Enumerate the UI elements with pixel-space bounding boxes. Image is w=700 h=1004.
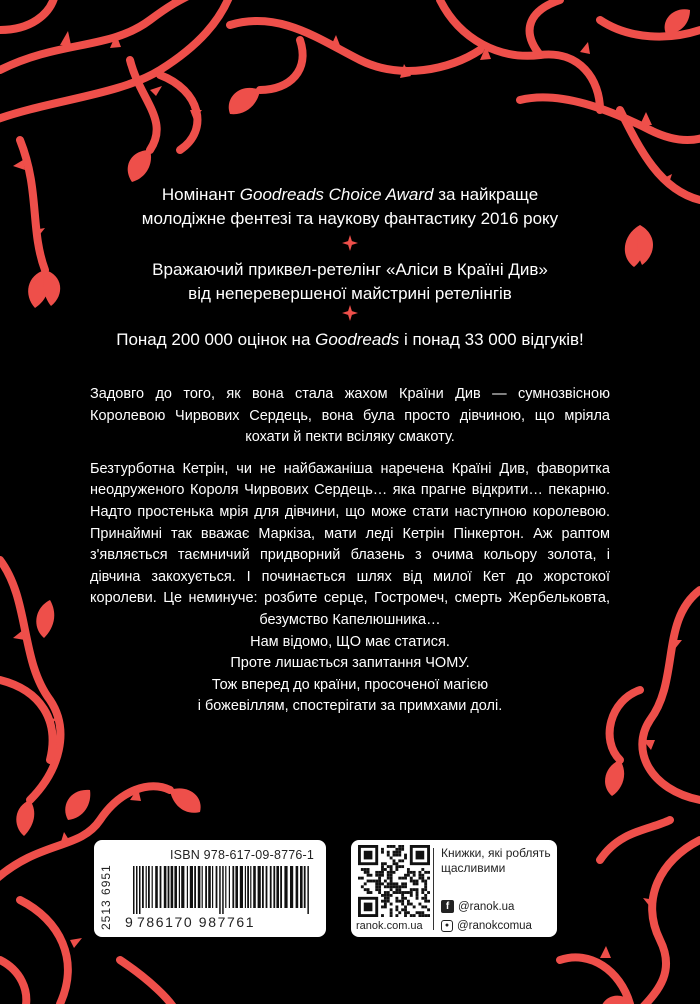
qr-module (390, 914, 393, 917)
barcode-bar (258, 866, 261, 908)
barcode-bar (276, 866, 279, 908)
barcode-bar (307, 866, 309, 914)
qr-module (378, 880, 381, 883)
barcode-bar (290, 866, 293, 908)
qr-module (424, 894, 427, 897)
qr-module (390, 885, 393, 888)
qr-module (381, 868, 384, 871)
qr-module (410, 871, 413, 874)
qr-module (404, 854, 407, 857)
qr-module (398, 877, 401, 880)
ean-first-digit: 9 (125, 914, 133, 930)
qr-module (367, 874, 370, 877)
qr-module (372, 880, 375, 883)
qr-module (375, 885, 378, 888)
qr-module (421, 877, 424, 880)
barcode-bar (280, 866, 282, 908)
qr-module (387, 854, 390, 857)
ratings-text-post: і понад 33 000 відгуків! (399, 330, 584, 349)
qr-module (401, 877, 404, 880)
qr-module (384, 903, 387, 906)
qr-module (410, 880, 413, 883)
qr-module (416, 894, 419, 897)
qr-module (427, 871, 430, 874)
qr-module (413, 882, 416, 885)
barcode-bar (190, 866, 193, 908)
qr-module (390, 868, 393, 871)
barcode-bar (232, 866, 234, 908)
qr-module (381, 905, 384, 908)
award-name: Goodreads Choice Award (239, 185, 434, 204)
barcode-bar (245, 866, 246, 908)
qr-module (427, 877, 430, 880)
qr-module (424, 871, 427, 874)
qr-module (390, 888, 393, 891)
barcode-bar (219, 866, 221, 914)
qr-module (367, 891, 370, 894)
barcode-bar (148, 866, 150, 908)
barcode-bar (155, 866, 158, 908)
barcode-bar (273, 866, 275, 908)
qr-module (364, 868, 367, 871)
barcode-bar (139, 866, 141, 914)
qr-module (390, 871, 393, 874)
barcode-bar (250, 866, 251, 908)
qr-module (410, 877, 413, 880)
qr-module (384, 880, 387, 883)
qr-module (393, 851, 396, 854)
qr-module (418, 914, 421, 917)
qr-module (407, 874, 410, 877)
qr-module (413, 874, 416, 877)
award-line-1 (0, 183, 700, 207)
barcode-bar (198, 866, 201, 908)
qr-module (395, 851, 398, 854)
qr-module (401, 865, 404, 868)
award-line-2: молодіжне фентезі та наукову фантастику 2016 року (141, 209, 559, 228)
barcode-bar (171, 866, 174, 908)
qr-module (401, 885, 404, 888)
award-text-pre: Номінант (161, 185, 240, 204)
qr-module (381, 851, 384, 854)
qr-module (424, 900, 427, 903)
barcode-bar (136, 866, 138, 914)
qr-module (384, 862, 387, 865)
vertical-code (95, 846, 117, 932)
qr-module (424, 897, 427, 900)
qr-module (378, 891, 381, 894)
qr-module (393, 859, 396, 862)
isbn-number: ISBN 978-617-09-8776-1 (170, 848, 315, 862)
qr-module (390, 865, 393, 868)
qr-module (367, 888, 370, 891)
qr-module (421, 914, 424, 917)
qr-module (410, 888, 413, 891)
qr-module (387, 891, 390, 894)
award-blurb (0, 183, 700, 231)
qr-module (375, 888, 378, 891)
qr-module (384, 891, 387, 894)
barcode-bar (160, 866, 162, 908)
qr-module (401, 848, 404, 851)
qr-module (401, 894, 404, 897)
barcode-bar (304, 866, 306, 908)
qr-module (421, 888, 424, 891)
qr-module (378, 871, 381, 874)
qr-module (387, 865, 390, 868)
qr-module (387, 900, 390, 903)
svg-text:2513 6951: 2513 6951 (99, 864, 113, 930)
qr-module (395, 885, 398, 888)
qr-module (424, 882, 427, 885)
barcode-bar (229, 866, 230, 908)
qr-module (421, 868, 424, 871)
qr-module (421, 911, 424, 914)
description-line-3: Нам відомо, ЩО має статися. (250, 633, 450, 650)
qr-module (384, 885, 387, 888)
qr-module (375, 871, 378, 874)
qr-module (384, 894, 387, 897)
barcode-bar (205, 866, 207, 908)
qr-module (410, 914, 413, 917)
qr-module (421, 874, 424, 877)
qr-finder (364, 851, 373, 860)
qr-module (398, 911, 401, 914)
qr-module (410, 894, 413, 897)
qr-module (404, 905, 407, 908)
qr-module (407, 911, 410, 914)
qr-module (398, 891, 401, 894)
qr-module (413, 880, 416, 883)
barcode-bar (187, 866, 188, 908)
qr-module (398, 848, 401, 851)
qr-module (393, 882, 396, 885)
qr-module (401, 903, 404, 906)
qr-module (381, 871, 384, 874)
barcode-bar (174, 866, 177, 908)
qr-module (404, 882, 407, 885)
barcode-bar (247, 866, 249, 908)
qr-module (401, 845, 404, 848)
qr-module (418, 874, 421, 877)
ratings-blurb (0, 328, 700, 352)
qr-module (364, 888, 367, 891)
qr-code[interactable] (358, 845, 430, 917)
diamond-separator-icon (342, 305, 358, 321)
qr-module (358, 877, 361, 880)
qr-module (395, 865, 398, 868)
qr-module (381, 900, 384, 903)
qr-module (427, 914, 430, 917)
barcode-bar (146, 866, 147, 908)
qr-module (378, 882, 381, 885)
barcode-bar (222, 866, 224, 914)
qr-module (387, 882, 390, 885)
qr-module (390, 908, 393, 911)
qr-module (384, 868, 387, 871)
qr-module (390, 845, 393, 848)
qr-module (390, 894, 393, 897)
facebook-icon: f (441, 900, 454, 913)
qr-module (393, 845, 396, 848)
qr-module (407, 891, 410, 894)
qr-module (390, 877, 393, 880)
qr-module (413, 914, 416, 917)
qr-module (404, 877, 407, 880)
qr-module (398, 900, 401, 903)
qr-module (416, 911, 419, 914)
barcode-bar (253, 866, 256, 908)
qr-module (361, 877, 364, 880)
qr-module (404, 891, 407, 894)
qr-module (387, 845, 390, 848)
barcode-bar (181, 866, 184, 908)
qr-finder (416, 851, 425, 860)
qr-module (390, 857, 393, 860)
retelling-line-1: Вражаючий приквел-ретелінг «Аліси в Країні Див» (152, 260, 548, 279)
qr-module (418, 911, 421, 914)
qr-module (404, 857, 407, 860)
qr-module (421, 897, 424, 900)
qr-module (407, 871, 410, 874)
barcode-bar (142, 866, 144, 908)
qr-module (404, 874, 407, 877)
barcode-bar (164, 866, 167, 908)
qr-module (361, 868, 364, 871)
qr-module (364, 882, 367, 885)
description-line-6: і божевіллям, спостерігати за примхами долі. (197, 698, 503, 715)
instagram-handle: @ranokcomua (457, 920, 532, 932)
qr-module (395, 882, 398, 885)
qr-module (387, 877, 390, 880)
description-paragraph-2: Безтурботна Кетрін, чи не найбажаніша наречена Країні Див, фаворитка неодруженого Короля Чирвових Сердець… яка прагне відкрити… пекарню. Надто простенька мрія для дівчини, що може стати наступною королевою. Принаймні так вважає Маркіза, мати леді Кетрін Пінкертон. Аж раптом з'являється таємничий придворний блазень з очима кольору золота, і дівчина закохується. І починається шлях від милої Кет до жорстокої королеви. Це неминуче: розбите серце, Гостромеч, смерть Жербельковта, безумство Капелюшника… (90, 460, 610, 628)
barcode-bar (152, 866, 153, 908)
barcode-bar (235, 866, 238, 908)
qr-module (384, 897, 387, 900)
barcode-bar (300, 866, 303, 908)
qr-module (416, 888, 419, 891)
qr-module (381, 882, 384, 885)
qr-module (401, 891, 404, 894)
qr-module (418, 903, 421, 906)
qr-module (395, 900, 398, 903)
qr-module (381, 874, 384, 877)
qr-module (393, 854, 396, 857)
qr-module (404, 914, 407, 917)
qr-module (410, 891, 413, 894)
qr-module (395, 854, 398, 857)
qr-module (398, 865, 401, 868)
description-line-5: Тож вперед до країни, просоченої магією (211, 676, 489, 693)
ratings-text-pre: Понад 200 000 оцінок на (116, 330, 316, 349)
qr-module (424, 880, 427, 883)
qr-module (390, 874, 393, 877)
qr-module (370, 891, 373, 894)
retelling-blurb (0, 258, 700, 306)
qr-module (395, 905, 398, 908)
barcode-bar (208, 866, 211, 908)
barcode-bar (225, 866, 226, 908)
qr-module (398, 845, 401, 848)
qr-module (393, 871, 396, 874)
qr-module (398, 854, 401, 857)
qr-module (424, 914, 427, 917)
retelling-line-2: від неперевершеної майстрині ретелінгів (188, 284, 512, 303)
qr-module (375, 882, 378, 885)
qr-module (416, 880, 419, 883)
qr-module (427, 900, 430, 903)
qr-module (387, 894, 390, 897)
qr-module (404, 908, 407, 911)
qr-module (407, 900, 410, 903)
qr-module (427, 891, 430, 894)
barcode-bar (202, 866, 203, 908)
award-text-post: за найкраще (433, 185, 539, 204)
barcode-bar (194, 866, 196, 908)
qr-module (375, 874, 378, 877)
qr-module (401, 859, 404, 862)
qr-module (381, 865, 384, 868)
qr-module (387, 851, 390, 854)
qr-module (395, 848, 398, 851)
qr-module (387, 871, 390, 874)
qr-module (378, 877, 381, 880)
qr-module (398, 888, 401, 891)
description-paragraph-1: Задовго до того, як вона стала жахом Країни Див — сумнозвісною Королевою Чирвових Сердець, вона була просто дівчиною, що мріяла кохати й пекти всіляку смакоту. (90, 386, 610, 446)
qr-module (364, 871, 367, 874)
qr-module (395, 868, 398, 871)
qr-module (395, 897, 398, 900)
barcode-bar (133, 866, 135, 914)
qr-module (361, 885, 364, 888)
barcode-bar (212, 866, 213, 908)
qr-module (416, 891, 419, 894)
qr-module (390, 882, 393, 885)
barcode-bar (216, 866, 218, 908)
qr-module (390, 903, 393, 906)
qr-finder (364, 903, 373, 912)
barcode-bar (270, 866, 272, 908)
qr-module (413, 871, 416, 874)
qr-module (387, 897, 390, 900)
barcode-bar (296, 866, 299, 908)
qr-module (393, 891, 396, 894)
qr-module (393, 862, 396, 865)
qr-module (404, 885, 407, 888)
qr-module (401, 882, 404, 885)
qr-module (395, 862, 398, 865)
qr-module (398, 885, 401, 888)
publisher-website[interactable]: ranok.com.ua (356, 920, 423, 932)
qr-module (381, 862, 384, 865)
divider (433, 848, 434, 930)
instagram-handle-row[interactable] (441, 919, 532, 934)
qr-module (398, 851, 401, 854)
qr-module (393, 885, 396, 888)
qr-module (421, 880, 424, 883)
qr-module (367, 868, 370, 871)
diamond-separator-icon (342, 235, 358, 251)
instagram-icon: ● (441, 920, 453, 932)
qr-module (404, 911, 407, 914)
qr-module (418, 871, 421, 874)
qr-module (413, 905, 416, 908)
qr-module (378, 885, 381, 888)
qr-module (384, 900, 387, 903)
ean-digits: 786170 987761 (137, 914, 256, 930)
qr-module (381, 894, 384, 897)
barcode-bar (240, 866, 243, 908)
book-description (90, 384, 610, 718)
qr-module (370, 874, 373, 877)
qr-module (390, 911, 393, 914)
qr-module (390, 880, 393, 883)
qr-module (367, 880, 370, 883)
qr-module (424, 885, 427, 888)
qr-module (395, 888, 398, 891)
qr-module (395, 891, 398, 894)
qr-module (387, 885, 390, 888)
qr-module (384, 905, 387, 908)
facebook-handle-row[interactable] (441, 900, 514, 915)
qr-module (424, 888, 427, 891)
qr-module (424, 905, 427, 908)
qr-module (381, 914, 384, 917)
barcode-bar (262, 866, 264, 908)
qr-module (427, 908, 430, 911)
qr-module (421, 905, 424, 908)
qr-module (418, 877, 421, 880)
qr-module (407, 868, 410, 871)
qr-module (416, 882, 419, 885)
qr-module (381, 848, 384, 851)
qr-module (367, 871, 370, 874)
barcode-image (125, 866, 315, 914)
barcode-bar (179, 866, 180, 908)
ratings-site: Goodreads (315, 330, 400, 349)
facebook-handle: @ranok.ua (458, 901, 515, 913)
qr-module (401, 900, 404, 903)
qr-module (410, 903, 413, 906)
publisher-slogan: Книжки, які роблять щасливими (441, 846, 551, 875)
qr-module (407, 903, 410, 906)
qr-module (401, 908, 404, 911)
qr-module (413, 888, 416, 891)
qr-module (416, 897, 419, 900)
qr-module (398, 859, 401, 862)
qr-module (395, 914, 398, 917)
barcode-bar (266, 866, 268, 908)
qr-module (387, 874, 390, 877)
qr-module (401, 897, 404, 900)
barcode-bar (284, 866, 287, 908)
qr-module (375, 880, 378, 883)
qr-module (370, 880, 373, 883)
qr-module (378, 888, 381, 891)
qr-module (404, 897, 407, 900)
qr-module (421, 891, 424, 894)
qr-module (378, 874, 381, 877)
barcode-bar (168, 866, 170, 908)
qr-module (395, 908, 398, 911)
description-line-4: Проте лишається запитання ЧОМУ. (230, 655, 470, 672)
